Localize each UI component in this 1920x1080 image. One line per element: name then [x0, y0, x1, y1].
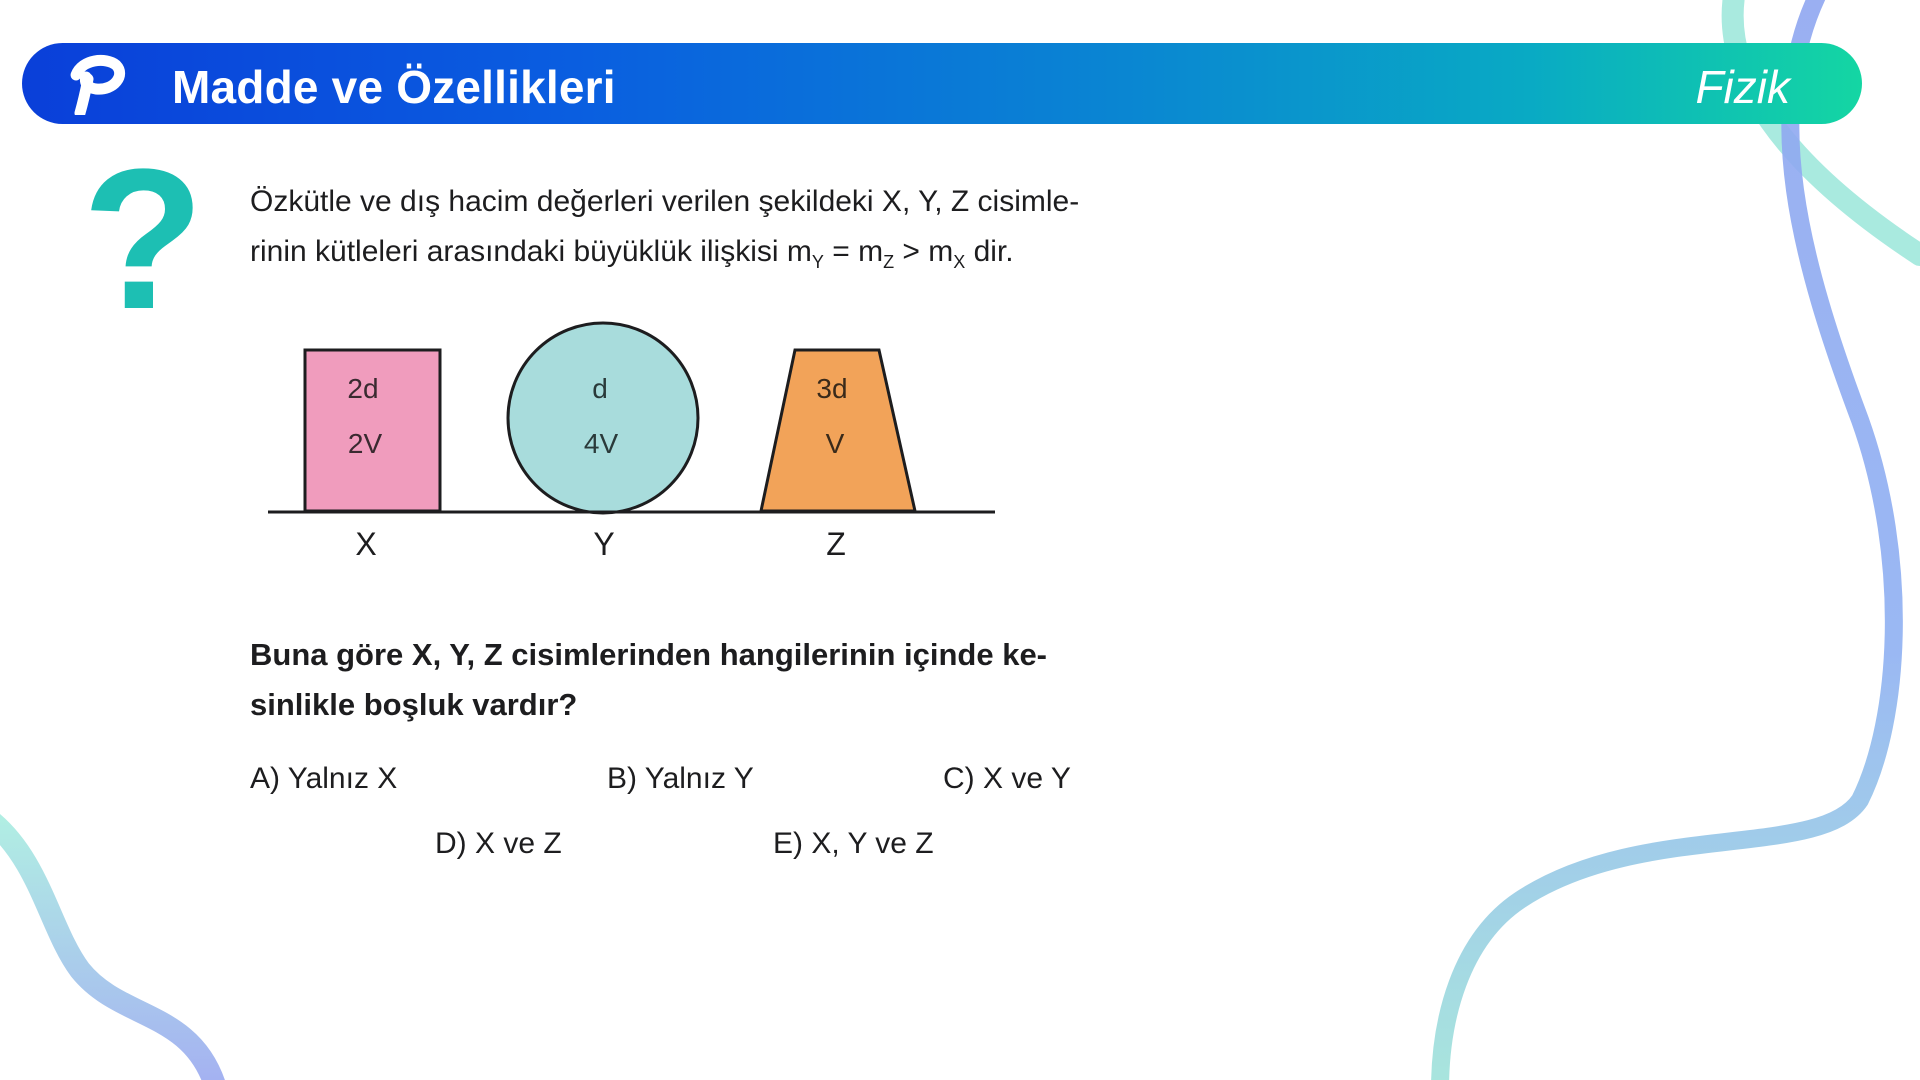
object-y-volume: 4V	[583, 428, 619, 459]
subject-label: Fizik	[1695, 61, 1790, 113]
object-z-label: Z	[826, 526, 846, 562]
object-x-volume: 2V	[347, 428, 383, 459]
option-a[interactable]: A) Yalnız X	[250, 762, 398, 795]
header-bar	[22, 43, 1862, 124]
object-z-density: 3d	[816, 373, 848, 404]
object-y-density: d	[592, 373, 608, 404]
option-d[interactable]: D) X ve Z	[435, 827, 562, 860]
objects-figure	[260, 310, 1020, 580]
intro-line-1: Özkütle ve dış hacim değerleri verilen şekildeki X, Y, Z cisimle-	[250, 185, 1080, 218]
question-line-2: sinlikle boşluk vardır?	[250, 687, 578, 722]
brand-logo-icon	[66, 53, 128, 115]
option-c[interactable]: C) X ve Y	[943, 762, 1071, 795]
question-text	[250, 630, 1100, 730]
deco-curve-bottom-left	[0, 820, 215, 1080]
question-mark-icon: ?	[82, 128, 205, 351]
object-y	[508, 323, 698, 562]
deco-curve-right	[1440, 0, 1894, 1080]
option-e[interactable]: E) X, Y ve Z	[773, 827, 934, 860]
object-y-shape	[508, 323, 698, 513]
object-z-volume: V	[825, 428, 845, 459]
object-x-label: X	[355, 526, 377, 562]
object-x-density: 2d	[347, 373, 379, 404]
question-line-1: Buna göre X, Y, Z cisimlerinden hangilerinin içinde ke-	[250, 637, 1048, 672]
object-y-label: Y	[593, 526, 615, 562]
page-title: Madde ve Özellikleri	[172, 61, 616, 113]
intro-line-2: rinin kütleleri arasındaki büyüklük ilişkisi $m_Y = m_Z > m_X$ dir.	[250, 235, 1014, 272]
object-x	[305, 350, 440, 562]
object-z	[761, 350, 915, 562]
deco-curve-top-right	[1733, 0, 1920, 255]
option-b[interactable]: B) Yalnız Y	[607, 762, 754, 795]
question-intro	[250, 177, 1110, 277]
